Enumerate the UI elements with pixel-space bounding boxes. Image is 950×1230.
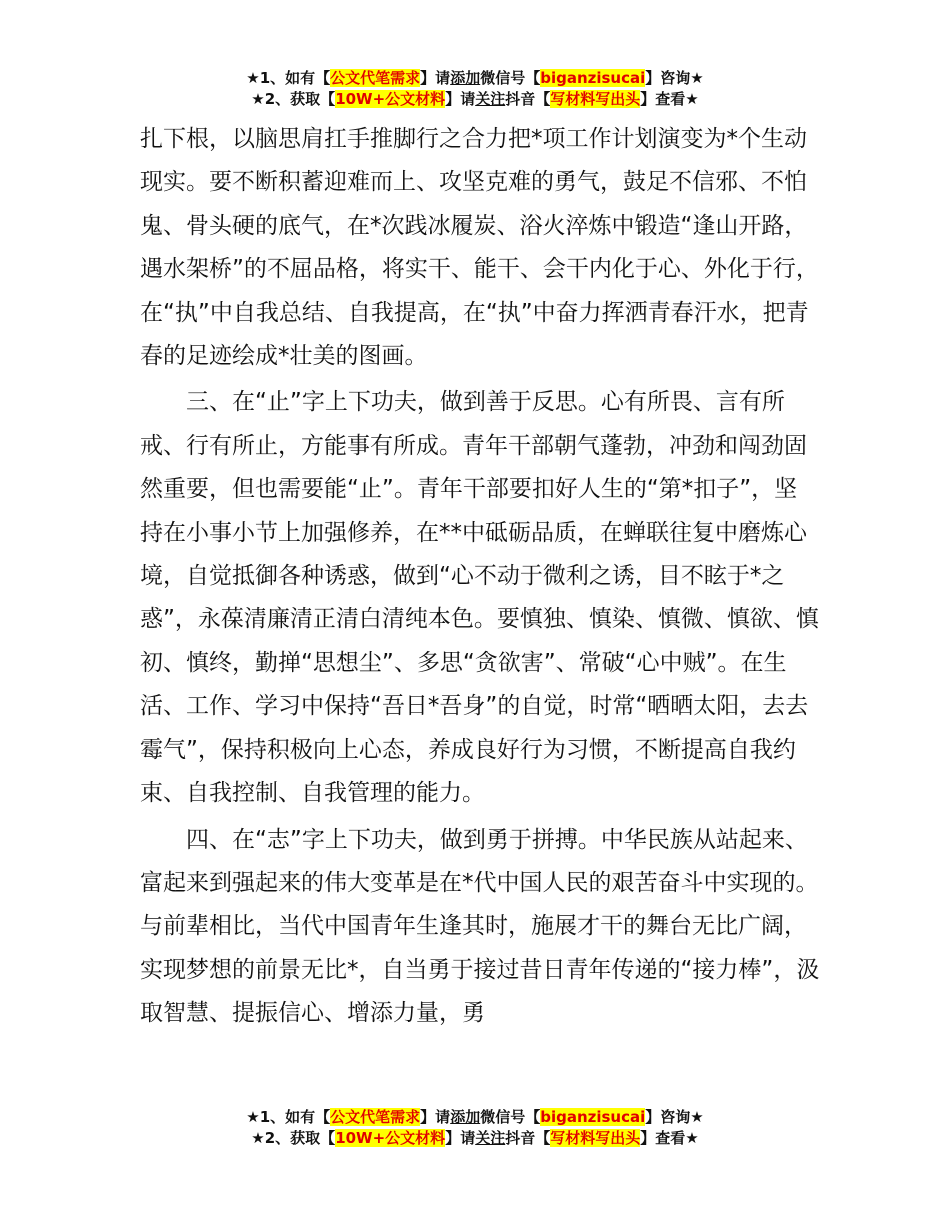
banner-text: 】请 [420, 69, 451, 87]
banner-text: ★1、如有【 [246, 69, 331, 87]
underlined-text: 添加 [450, 69, 481, 87]
underlined-text: 添加 [450, 1108, 481, 1126]
highlight-service: 公文代笔需求 [330, 69, 421, 87]
banner-text: ★2、获取【 [251, 90, 336, 108]
banner-text: 微信号【 [480, 1108, 541, 1126]
banner-line-materials [0, 89, 950, 110]
banner-text: 】咨询★ [645, 1108, 704, 1126]
banner-line-consult [0, 68, 950, 89]
banner-text: 抖音【 [505, 1129, 551, 1147]
banner-text: 】请 [445, 90, 476, 108]
paragraph-section-4: 四、在“志”字上下功夫，做到勇于拼搏。中华民族从站起来、富起来到强起来的伟大变革是在*代中国人民的艰苦奋斗中实现的。与前辈相比，当代中国青年生逢其时，施展才干的舞台无比广阔，实现梦想的前景无比*，自当勇于接过昔日青年传递的“接力棒”，汲取智慧、提振信心、增添力量，勇 [140, 826, 820, 1027]
header-banner [0, 68, 950, 110]
paragraph: 扎下根，以脑思肩扛手推脚行之合力把*项工作计划演变为*个生动现实。要不断积蓄迎难而上、攻坚克难的勇气，鼓足不信邪、不怕鬼、骨头硬的底气，在*次践冰履炭、浴火淬炼中锻造“逢山开路，遇水架桥”的不屈品格，将实干、能干、会干内化于心、外化于行，在“执”中自我总结、自我提高，在“执”中奋力挥洒青春汗水，把青春的足迹绘成*壮美的图画。 [140, 126, 819, 370]
banner-text: 】咨询★ [645, 69, 704, 87]
banner-text: ★1、如有【 [246, 1108, 331, 1126]
footer-banner [0, 1107, 950, 1149]
banner-text: 】查看★ [640, 90, 699, 108]
highlight-douyin-account: 写材料写出头 [550, 1129, 641, 1147]
banner-text: ★2、获取【 [251, 1129, 336, 1147]
underlined-text: 关注 [475, 1129, 506, 1147]
banner-text: 抖音【 [505, 90, 551, 108]
highlight-service: 公文代笔需求 [330, 1108, 421, 1126]
highlight-wechat-id: biganzisucai [540, 69, 646, 87]
highlight-materials: 10W+公文材料 [335, 90, 446, 108]
banner-text: 】请 [445, 1129, 476, 1147]
banner-text: 】请 [420, 1108, 451, 1126]
banner-line-consult [0, 1107, 950, 1128]
highlight-wechat-id: biganzisucai [540, 1108, 646, 1126]
banner-text: 微信号【 [480, 69, 541, 87]
paragraph-section-3: 三、在“止”字上下功夫，做到善于反思。心有所畏、言有所戒、行有所止，方能事有所成。青年干部朝气蓬勃，冲劲和闯劲固然重要，但也需要能“止”。青年干部要扣好人生的“第*扣子”，坚持在小事小节上加强修养，在**中砥砺品质，在蝉联往复中磨炼心境，自觉抵御各种诱惑，做到“心不动于微利之诱，目不眩于*之惑”，永葆清廉清正清白清纯本色。要慎独、慎染、慎微、慎欲、慎初、慎终，勤掸“思想尘”、多思“贪欲害”、常破“心中贼”。在生活、工作、学习中保持“吾日*吾身”的自觉，时常“晒晒太阳，去去霉气”，保持积极向上心态，养成良好行为习惯，不断提高自我约束、自我控制、自我管理的能力。 [140, 389, 819, 807]
highlight-materials: 10W+公文材料 [335, 1129, 446, 1147]
banner-text: 】查看★ [640, 1129, 699, 1147]
highlight-douyin-account: 写材料写出头 [550, 90, 641, 108]
underlined-text: 关注 [475, 90, 506, 108]
document-body [140, 118, 820, 1036]
banner-line-materials [0, 1128, 950, 1149]
